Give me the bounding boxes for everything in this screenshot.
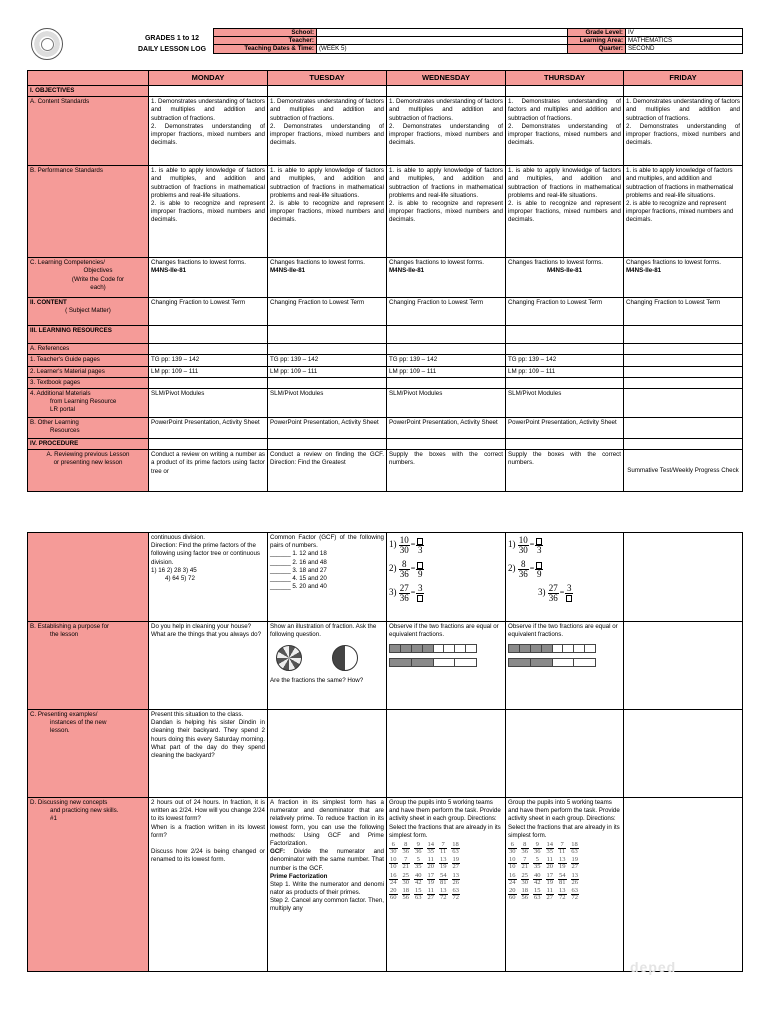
perf-std-wed: 1. is able to apply knowledge of factors and multiples, and addition and subtraction of fractions in mathematical problems and real-life situations. 2. is able to recognize and represent improper fractions, mixed numbers and decimals.: [387, 166, 506, 258]
grid-fraction[interactable]: $\frac{14}{35}$: [427, 840, 434, 856]
review-cont-fri: [624, 533, 743, 622]
additional-label: 4. Additional Materials from Learning Resource LR portal: [28, 388, 149, 417]
content-std-thu: 1. Demonstrates understanding of factors and multiples and addition and subtraction of fractions. 2. Demonstrates understanding of improper fractions, mixed numbers and decimals.: [506, 97, 624, 166]
header-right-table: [567, 28, 743, 54]
review-cont-mon: continuous division. Direction: Find the prime factors of the following using factor tree or continuous division. 1) 16 2) 28 3) 45 4) 64 5) 72: [149, 533, 268, 622]
additional-mon: SLM/Pivot Modules: [149, 388, 268, 417]
additional-tue: SLM/Pivot Modules: [268, 388, 387, 417]
perf-std-thu: 1. is able to apply knowledge of factors and multiples, and addition and subtraction of fractions in mathematical problems and real-life situations. 2. is able to recognize and represent improper fractions, mixed numbers and decimals.: [506, 166, 624, 258]
grid-fraction[interactable]: $\frac{8}{36}$: [521, 840, 528, 856]
lm-tue: LM pp: 109 – 111: [268, 366, 387, 377]
examples-row: [28, 710, 743, 798]
review-cont-tue: Common Factor (GCF) of the following pairs of numbers. ______ 1. 12 and 18 ______ 2. 16 and 48 ______ 3. 18 and 27 ______ 4. 15 and 20 ______ 5. 20 and 40: [268, 533, 387, 622]
fraction-grid-row: [389, 842, 503, 855]
content-wed: Changing Fraction to Lowest Term: [387, 298, 506, 326]
quarter-label: Quarter:: [568, 45, 626, 53]
lm-wed: LM pp: 109 – 111: [387, 366, 506, 377]
content-fri: Changing Fraction to Lowest Term: [624, 298, 743, 326]
grid-fraction[interactable]: $\frac{13}{72}$: [559, 886, 566, 902]
discussing-tue: A fraction in its simplest form has a numerator and denominator that are relatively prime. To reduce fraction in its lowest form, you can use the following methods: Using GCF and Prime Factorization. GCF: Divide the numerator and denominator with the same number. That number is the GCF. Prime Factorization Step 1. Write the numerator and denomi nator as products of their primes. Step 2. Cancel any common factor. Then, multiply any: [268, 798, 387, 972]
discussing-fri: [624, 798, 743, 972]
fraction-bar-2: [508, 658, 596, 667]
content-mon: Changing Fraction to Lowest Term: [149, 298, 268, 326]
fraction-item-1: 1) $\frac{10}{30}$ = 3: [389, 535, 423, 555]
grid-fraction[interactable]: $\frac{18}{63}$: [452, 840, 459, 856]
competencies-label: C. Learning Competencies/ Objectives (Write the Code for each): [28, 258, 149, 298]
school-label: School:: [214, 29, 317, 37]
answer-box[interactable]: [536, 538, 542, 545]
tg-tue: TG pp: 139 – 142: [268, 355, 387, 366]
grid-fraction[interactable]: $\frac{11}{20}$: [427, 856, 434, 871]
review-cont-wed: [387, 533, 506, 622]
review-cont-thu: [506, 533, 624, 622]
fraction-bar-1: [508, 644, 596, 653]
lesson-log-table: [27, 70, 743, 492]
lm-label: 2. Learner's Material pages: [28, 366, 149, 377]
content-standards-label: A. Content Standards: [28, 97, 149, 166]
content-tue: Changing Fraction to Lowest Term: [268, 298, 387, 326]
grid-fraction[interactable]: $\frac{18}{56}$: [521, 886, 528, 902]
additional-wed: SLM/Pivot Modules: [387, 388, 506, 417]
lm-thu: LM pp: 109 – 111: [506, 366, 624, 377]
lm-row: [28, 366, 743, 377]
resources-heading: III. LEARNING RESOURCES: [28, 326, 149, 344]
fraction-item-3: 3) $\frac{27}{36}$ = 3: [538, 583, 572, 603]
fraction-bars: [389, 644, 503, 667]
prime-items-row-2: 4) 64 5) 72: [165, 574, 195, 582]
grid-fraction[interactable]: $\frac{13}{26}$: [452, 871, 459, 886]
answer-box[interactable]: [417, 538, 423, 545]
teacher-field[interactable]: [317, 37, 568, 45]
review-wed: Supply the boxes with the correct numbers.: [387, 450, 506, 492]
fraction-grid-row: [508, 873, 621, 886]
review-continued-label: [28, 533, 149, 622]
fraction-bars: [508, 644, 621, 667]
textbook-label: 3. Textbook pages: [28, 377, 149, 388]
content-std-mon: 1. Demonstrates understanding of factors and multiples and addition and subtraction of fractions. 2. Demonstrates understanding of improper fractions, mixed numbers and decimals.: [149, 97, 268, 166]
tg-mon: TG pp: 139 – 142: [149, 355, 268, 366]
grid-fraction[interactable]: $\frac{11}{27}$: [546, 886, 553, 902]
fraction-item-2: 2) $\frac{8}{36}$ = 9: [508, 559, 542, 579]
tg-thu: TG pp: 139 – 142: [506, 355, 624, 366]
pie-chart-icon: [276, 645, 302, 671]
purpose-label: B. Establishing a purpose for the lesson: [28, 622, 149, 710]
grid-fraction[interactable]: $\frac{8}{36}$: [402, 840, 409, 856]
purpose-wed: Observe if the two fractions are equal or equivalent fractions.: [387, 622, 506, 710]
discussing-wed: Group the pupils into 5 working teams and have them perform the task. Provide activity sheet in each group. Directions: Select the fractions that are already in its simplest form. $\frac{6}{30}$ $\frac{8}{36}$ $\frac{9}{36}$ $\frac{14}{35}$ $\frac{7}{11}$ $\frac{18}{63}$ $\frac{10}{10}$ $\frac{7}{21}$ $\frac{5}{35}$ $\frac{11}{20}$ $\frac{13}{19}$ $\frac{19}{27}$ $\frac{16}{24}$ $\frac{25}{30}$ $\frac{40}{42}$ $\frac{17}{19}$ $\frac{54}{81}$ $\frac{13}{26}$ $\frac{20}{60}$ $\frac{18}{56}$ $\frac{15}{63}$ $\frac{11}{27}$ $\frac{13}{72}$ $\frac{63}{72}$: [387, 798, 506, 972]
other-wed: PowerPoint Presentation, Activity Sheet: [387, 417, 506, 438]
answer-box[interactable]: [566, 595, 572, 602]
gcf-item-1: ______ 1. 12 and 18: [270, 550, 327, 558]
grid-fraction[interactable]: $\frac{15}{63}$: [415, 886, 422, 902]
grid-fraction[interactable]: $\frac{6}{30}$: [509, 840, 516, 856]
fraction-item-3: 3) $\frac{27}{36}$ = 3: [389, 583, 423, 603]
content-thu: Changing Fraction to Lowest Term: [506, 298, 624, 326]
grid-fraction[interactable]: $\frac{10}{10}$: [509, 856, 516, 871]
other-resources-row: [28, 417, 743, 438]
grid-fraction[interactable]: $\frac{54}{81}$: [440, 871, 447, 886]
quarter-field[interactable]: SECOND: [626, 45, 743, 53]
discussing-thu: Group the pupils into 5 working teams and have them perform the task. Provide activity sheet in each group. Directions: Select the fractions that are already in its simplest form. $\frac{6}{30}$ $\frac{8}{36}$ $\frac{9}{36}$ $\frac{14}{35}$ $\frac{7}{11}$ $\frac{18}{63}$ $\frac{10}{10}$ $\frac{7}{21}$ $\frac{5}{35}$ $\frac{11}{20}$ $\frac{13}{19}$ $\frac{19}{27}$ $\frac{16}{24}$ $\frac{25}{30}$ $\frac{40}{42}$ $\frac{17}{19}$ $\frac{54}{81}$ $\frac{13}{26}$ $\frac{20}{60}$ $\frac{18}{56}$ $\frac{15}{63}$ $\frac{11}{27}$ $\frac{13}{72}$ $\frac{63}{72}$: [506, 798, 624, 972]
purpose-thu: Observe if the two fractions are equal or equivalent fractions.: [506, 622, 624, 710]
grid-fraction[interactable]: $\frac{63}{72}$: [452, 886, 459, 902]
area-field[interactable]: MATHEMATICS: [626, 37, 743, 45]
other-thu: PowerPoint Presentation, Activity Sheet: [506, 417, 624, 438]
grid-fraction[interactable]: $\frac{7}{21}$: [521, 856, 528, 871]
performance-standards-row: [28, 166, 743, 258]
grid-fraction[interactable]: $\frac{5}{35}$: [415, 856, 422, 871]
lesson-log-table-continued: [27, 532, 743, 972]
purpose-row: [28, 622, 743, 710]
review-thu: Supply the boxes with the correct numbers.: [506, 450, 624, 492]
competency-fri: Changes fractions to lowest forms. M4NS-IIe-81: [624, 258, 743, 298]
perf-std-tue: 1. is able to apply knowledge of factors and multiples, and addition and subtraction of fractions in mathematical problems and real-life situations. 2. is able to recognize and represent improper fractions, mixed numbers and decimals.: [268, 166, 387, 258]
grid-fraction[interactable]: $\frac{6}{30}$: [390, 840, 397, 856]
grid-fraction[interactable]: $\frac{18}{56}$: [402, 886, 409, 902]
grid-fraction[interactable]: $\frac{18}{63}$: [571, 840, 578, 856]
tg-label: 1. Teacher's Guide pages: [28, 355, 149, 366]
grid-fraction[interactable]: $\frac{13}{19}$: [440, 856, 447, 871]
gcf-item-5: ______ 5. 20 and 40: [270, 583, 327, 591]
fraction-grid: [508, 842, 621, 901]
fraction-item-2: 2) $\frac{8}{36}$ = 9: [389, 559, 423, 579]
teacher-label: Teacher:: [214, 37, 317, 45]
grade-label: Grade Level:: [568, 29, 626, 37]
additional-row: [28, 388, 743, 417]
corner-cell: [28, 71, 149, 86]
purpose-fri: [624, 622, 743, 710]
fraction-grid-row: [389, 873, 503, 886]
grid-fraction[interactable]: $\frac{25}{30}$: [402, 871, 409, 886]
grid-fraction[interactable]: $\frac{17}{19}$: [546, 871, 553, 886]
content-std-tue: 1. Demonstrates understanding of factors and multiples and addition and subtraction of fractions. 2. Demonstrates understanding of improper fractions, mixed numbers and decimals.: [268, 97, 387, 166]
grid-fraction[interactable]: $\frac{16}{24}$: [390, 871, 397, 886]
fraction-illustration: [276, 645, 384, 671]
day-wednesday: WEDNESDAY: [387, 71, 506, 86]
review-label: A. Reviewing previous Lesson or presenting new lesson: [28, 450, 149, 492]
day-tuesday: TUESDAY: [268, 71, 387, 86]
fraction-grid-row: [508, 888, 621, 901]
other-mon: PowerPoint Presentation, Activity Sheet: [149, 417, 268, 438]
content-label: II. CONTENT ( Subject Matter): [28, 298, 149, 326]
discussing-mon: 2 hours out of 24 hours. In fraction, it is written as 2/24. How will you change 2/24 to its lowest form? When is a fraction written in its lowest form? Discuss how 2/24 is being changed or renamed to its lowest form.: [149, 798, 268, 972]
deped-seal-icon: [31, 28, 63, 60]
day-friday: FRIDAY: [624, 71, 743, 86]
dates-field[interactable]: (WEEK 5): [317, 45, 568, 53]
procedure-heading: IV. PROCEDURE: [28, 438, 149, 449]
content-row: [28, 298, 743, 326]
area-label: Learning Area:: [568, 37, 626, 45]
review-tue: Conduct a review on finding the GCF. Direction: Find the Greatest: [268, 450, 387, 492]
grid-fraction[interactable]: $\frac{14}{35}$: [546, 840, 553, 856]
discussing-label: D. Discussing new concepts and practicing new skills. #1: [28, 798, 149, 972]
purpose-tue: Show an illustration of fraction. Ask the following question. Are the fractions the same? How?: [268, 622, 387, 710]
review-continued-row: [28, 533, 743, 622]
title-line-2: DAILY LESSON LOG: [137, 45, 207, 53]
grid-fraction[interactable]: $\frac{15}{63}$: [534, 886, 541, 902]
grid-fraction[interactable]: $\frac{17}{19}$: [427, 871, 434, 886]
competency-thu: Changes fractions to lowest forms. M4NS-IIe-81: [506, 258, 624, 298]
answer-box[interactable]: [417, 595, 423, 602]
lm-mon: LM pp: 109 – 111: [149, 366, 268, 377]
performance-standards-label: B. Performance Standards: [28, 166, 149, 258]
competency-tue: Changes fractions to lowest forms. M4NS-IIe-81: [268, 258, 387, 298]
purpose-mon: Do you help in cleaning your house? What are the things that you always do?: [149, 622, 268, 710]
grid-fraction[interactable]: $\frac{7}{21}$: [402, 856, 409, 871]
grid-fraction[interactable]: $\frac{16}{24}$: [509, 871, 516, 886]
content-standards-row: [28, 97, 743, 166]
day-monday: MONDAY: [149, 71, 268, 86]
school-field[interactable]: [317, 29, 568, 37]
competency-wed: Changes fractions to lowest forms. M4NS-IIe-81: [387, 258, 506, 298]
grid-fraction[interactable]: $\frac{13}{72}$: [440, 886, 447, 902]
examples-mon: Present this situation to the class. Dandan is helping his sister Dindin in cleaning their backyard. They spend 2 hours doing this every Saturday morning. What part of the day do they spend cleaning the backyard?: [149, 710, 268, 798]
review-mon: Conduct a review on writing a number as a product of its prime factors using factor tree or: [149, 450, 268, 492]
fraction-grid-row: [389, 857, 503, 870]
fraction-grid-row: [508, 842, 621, 855]
grid-fraction[interactable]: $\frac{7}{11}$: [559, 840, 566, 856]
grid-fraction[interactable]: $\frac{19}{27}$: [452, 856, 459, 871]
dates-label: Teaching Dates & Time:: [214, 45, 317, 53]
fraction-bar-2: [389, 658, 477, 667]
grid-fraction[interactable]: $\frac{11}{20}$: [546, 856, 553, 871]
additional-thu: SLM/Pivot Modules: [506, 388, 624, 417]
day-thursday: THURSDAY: [506, 71, 624, 86]
tg-row: [28, 355, 743, 366]
grid-fraction[interactable]: $\frac{13}{26}$: [571, 871, 578, 886]
grid-fraction[interactable]: $\frac{9}{36}$: [415, 840, 422, 856]
fraction-grid-row: [508, 857, 621, 870]
grid-fraction[interactable]: $\frac{19}{27}$: [571, 856, 578, 871]
watermark: deped: [630, 959, 677, 975]
grid-fraction[interactable]: $\frac{20}{60}$: [509, 886, 516, 902]
answer-box[interactable]: [536, 562, 542, 569]
competencies-row: [28, 258, 743, 298]
grid-fraction[interactable]: $\frac{11}{27}$: [427, 886, 434, 902]
answer-box[interactable]: [417, 562, 423, 569]
lesson-log-header: [27, 28, 742, 62]
day-header-row: [28, 71, 743, 86]
fraction-grid: [389, 842, 503, 901]
perf-std-mon: 1. is able to apply knowledge of factors and multiples, and addition and subtraction of fractions in mathematical problems and real-life situations. 2. is able to recognize and represent improper fractions, mixed numbers and decimals.: [149, 166, 268, 258]
objectives-heading: I. OBJECTIVES: [28, 86, 149, 97]
examples-label: C. Presenting examples/ instances of the new lesson.: [28, 710, 149, 798]
grid-fraction[interactable]: $\frac{7}{11}$: [440, 840, 447, 856]
content-std-wed: 1. Demonstrates understanding of factors and multiples and addition and subtraction of fractions. 2. Demonstrates understanding of improper fractions, mixed numbers and decimals.: [387, 97, 506, 166]
grid-fraction[interactable]: $\frac{25}{30}$: [521, 871, 528, 886]
review-row: [28, 450, 743, 492]
other-resources-label: B. Other Learning Resources: [28, 417, 149, 438]
fraction-grid-row: [389, 888, 503, 901]
perf-std-fri: 1. is able to apply knowledge of factors and multiples, and addition and subtraction of fractions in mathematical problems and real-life situations. 2. is able to recognize and represent improper fractions, mixed numbers and decimals.: [624, 166, 743, 258]
other-tue: PowerPoint Presentation, Activity Sheet: [268, 417, 387, 438]
fraction-item-1: 1) $\frac{10}{30}$ = 3: [508, 535, 542, 555]
gcf-item-3: ______ 3. 18 and 27: [270, 566, 327, 574]
grid-fraction[interactable]: $\frac{13}{19}$: [559, 856, 566, 871]
grid-fraction[interactable]: $\frac{5}{35}$: [534, 856, 541, 871]
grid-fraction[interactable]: $\frac{9}{36}$: [534, 840, 541, 856]
grid-fraction[interactable]: $\frac{10}{10}$: [390, 856, 397, 871]
discussing-row: [28, 798, 743, 972]
title-line-1: GRADES 1 to 12: [144, 35, 200, 42]
grid-fraction[interactable]: $\frac{20}{60}$: [390, 886, 397, 902]
prime-items-row-1: 1) 16 2) 28 3) 45: [151, 566, 197, 574]
competency-mon: Changes fractions to lowest forms. M4NS-IIe-81: [149, 258, 268, 298]
gcf-item-4: ______ 4. 15 and 20: [270, 574, 327, 582]
grid-fraction[interactable]: $\frac{63}{72}$: [571, 886, 578, 902]
grid-fraction[interactable]: $\frac{40}{42}$: [534, 871, 541, 886]
tg-wed: TG pp: 139 – 142: [387, 355, 506, 366]
grid-fraction[interactable]: $\frac{40}{42}$: [415, 871, 422, 886]
half-circle-icon: [332, 645, 358, 671]
review-fri: Summative Test/Weekly Progress Check: [624, 450, 743, 492]
gcf-item-2: ______ 2. 16 and 48: [270, 558, 327, 566]
header-left-table: [213, 28, 568, 54]
grid-fraction[interactable]: $\frac{54}{81}$: [559, 871, 566, 886]
content-std-fri: 1. Demonstrates understanding of factors and multiples and addition and subtraction of fractions. 2. Demonstrates understanding of improper fractions, mixed numbers and decimals.: [624, 97, 743, 166]
references-label: A. References: [28, 344, 149, 355]
fraction-bar-1: [389, 644, 477, 653]
grade-field[interactable]: IV: [626, 29, 743, 37]
